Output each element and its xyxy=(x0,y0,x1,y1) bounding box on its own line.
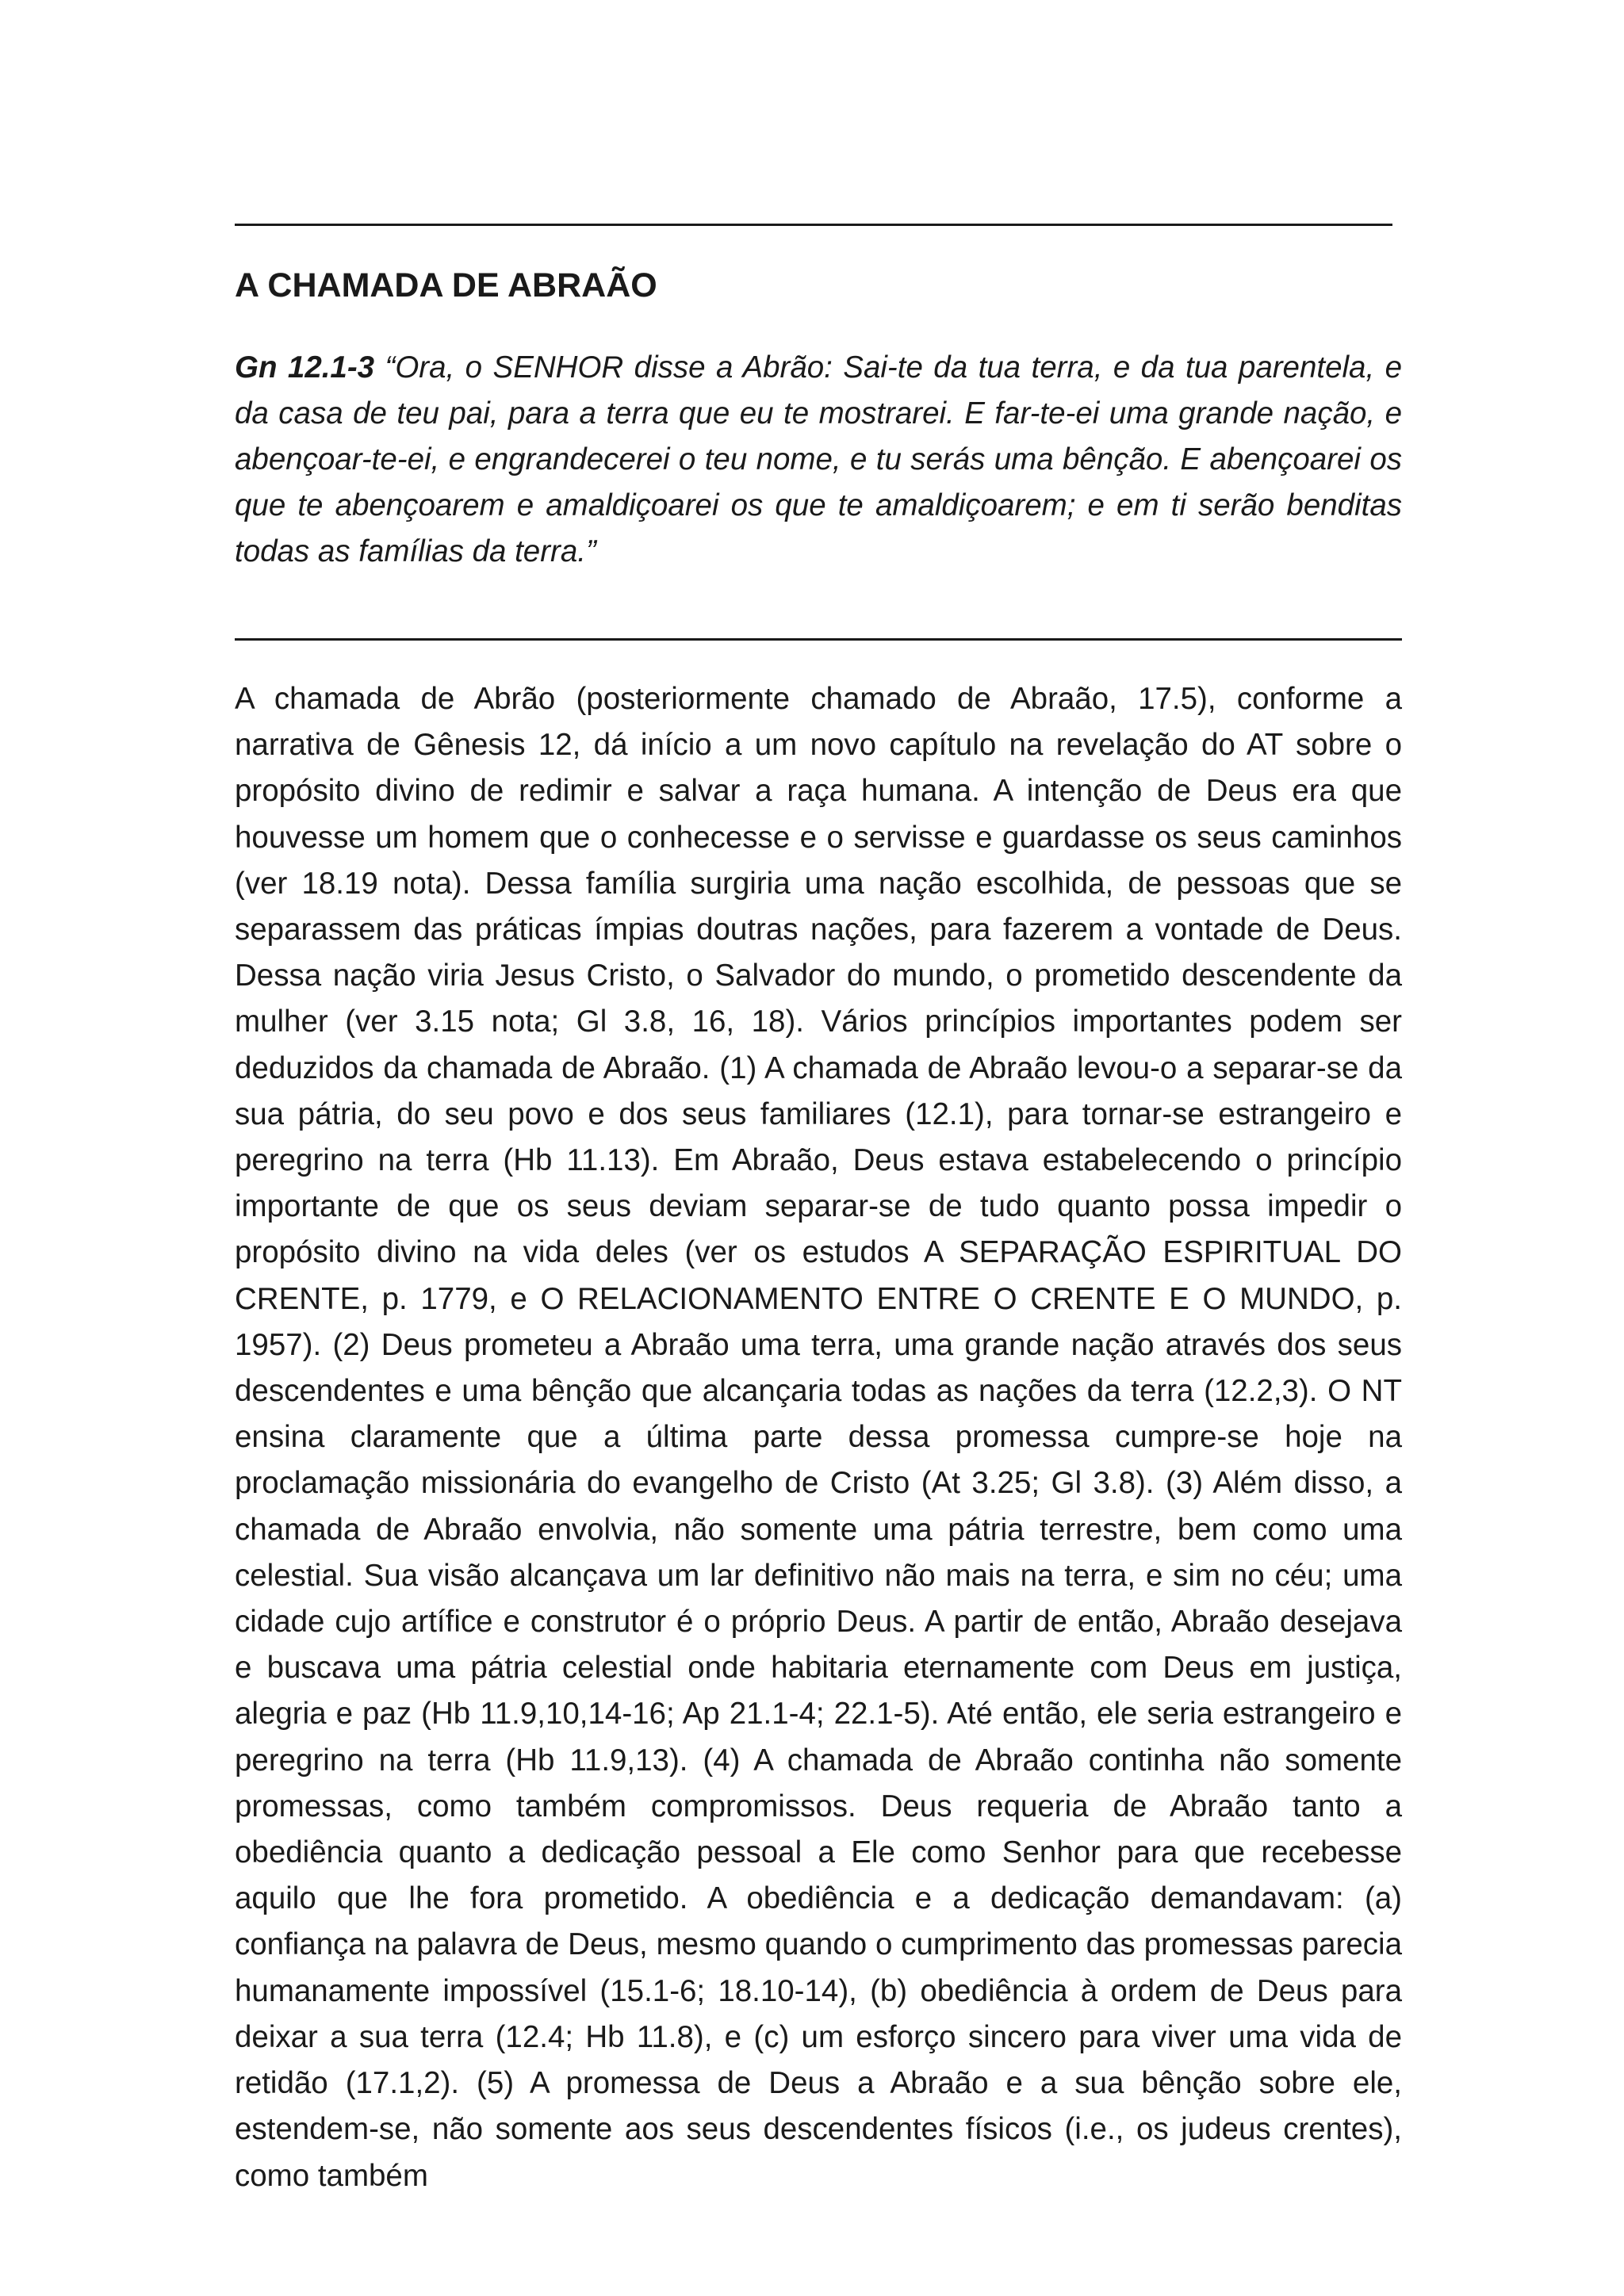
body-paragraph: A chamada de Abrão (posteriormente chamado de Abraão, 17.5), conforme a narrativa de Gênesis 12, dá início a um novo capítulo na revelação do AT sobre o propósito divino de redimir e salvar a raça humana. A intenção de Deus era que houvesse um homem que o conhecesse e o servisse e guardasse os seus caminhos (ver 18.19 nota). Dessa família surgiria uma nação escolhida, de pessoas que se separassem das práticas ímpias doutras nações, para fazerem a vontade de Deus. Dessa nação viria Jesus Cristo, o Salvador do mundo, o prometido descendente da mulher (ver 3.15 nota; Gl 3.8, 16, 18). Vários princípios importantes podem ser deduzidos da chamada de Abraão. (1) A chamada de Abraão levou-o a separar-se da sua pátria, do seu povo e dos seus familiares (12.1), para tornar-se estrangeiro e peregrino na terra (Hb 11.13). Em Abraão, Deus estava estabelecendo o princípio importante de que os seus deviam separar-se de tudo quanto possa impedir o propósito divino na vida deles (ver os estudos A SEPARAÇÃO ESPIRITUAL DO CRENTE, p. 1779, e O RELACIONAMENTO ENTRE O CRENTE E O MUNDO, p. 1957). (2) Deus prometeu a Abraão uma terra, uma grande nação através dos seus descendentes e uma bênção que alcançaria todas as nações da terra (12.2,3). O NT ensina claramente que a última parte dessa promessa cumpre-se hoje na proclamação missionária do evangelho de Cristo (At 3.25; Gl 3.8). (3) Além disso, a chamada de Abraão envolvia, não somente uma pátria terrestre, bem como uma celestial. Sua visão alcançava um lar definitivo não mais na terra, e sim no céu; uma cidade cujo artífice e construtor é o próprio Deus. A partir de então, Abraão desejava e buscava uma pátria celestial onde habitaria eternamente com Deus em justiça, alegria e paz (Hb 11.9,10,14-16; Ap 21.1-4; 22.1-5). Até então, ele seria estrangeiro e peregrino na terra (Hb 11.9,13). (4) A chamada de Abraão continha não somente promessas, como também compromissos. Deus requeria de Abraão tanto a obediência quanto a dedicação pessoal a Ele como Senhor para que recebesse aquilo que lhe fora prometido. A obediência e a dedicação demandavam: (a) confiança na palavra de Deus, mesmo quando o cumprimento das promessas parecia humanamente impossível (15.1-6; 18.10-14), (b) obediência à ordem de Deus para deixar a sua terra (12.4; Hb 11.8), e (c) um esforço sincero para viver uma vida de retidão (17.1,2). (5) A promessa de Deus a Abraão e a sua bênção sobre ele, estendem-se, não somente aos seus descendentes físicos (i.e., os judeus crentes), como também xyxy=(235,682,1402,2193)
scripture-reference: Gn 12.1-3 xyxy=(235,350,375,385)
scripture-quote xyxy=(235,345,1402,575)
middle-divider xyxy=(235,638,1402,641)
scripture-text: “Ora, o SENHOR disse a Abrão: Sai-te da tua terra, e da tua parentela, e da casa de teu pai, para a terra que eu te mostrarei. E far-te-ei uma grande nação, e abençoar-te-ei, e engrandecerei o teu nome, e tu serás uma bênção. E abençoarei os que te abençoarem e amaldiçoarei os que te amaldiçoarem; e em ti serão benditas todas as famílias da terra.” xyxy=(235,350,1402,568)
page-title: A CHAMADA DE ABRAÃO xyxy=(235,266,657,304)
top-divider xyxy=(235,224,1392,226)
